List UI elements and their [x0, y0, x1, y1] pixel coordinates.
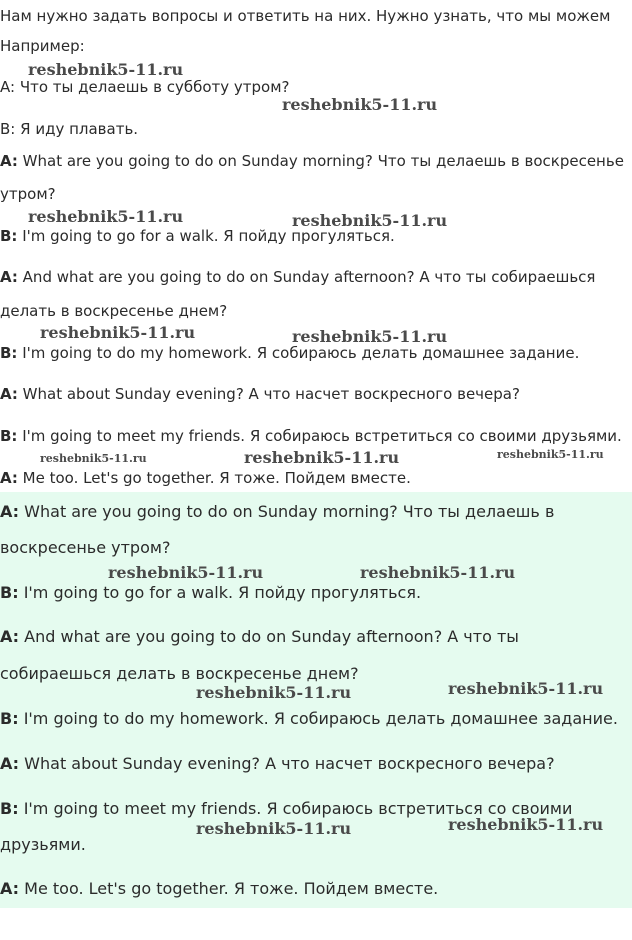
speaker-label: A: [0, 152, 18, 170]
s2-q1-line [0, 502, 554, 522]
example-a-line [0, 77, 290, 97]
watermark: reshebnik5-11.ru [448, 815, 604, 834]
speaker-label: A: [0, 502, 20, 521]
speaker-label: A: [0, 754, 20, 773]
s2-a1-text: I'm going to go for a walk. Я пойду прогуляться. [23, 583, 422, 602]
s2-q2-text-1: And what are you going to do on Sunday afternoon? А что ты [24, 627, 519, 646]
watermark: reshebnik5-11.ru [282, 95, 438, 114]
s2-a3-text-1: I'm going to meet my friends. Я собираюсь встретиться со своими [23, 799, 573, 818]
s1-q2-line-2: делать в воскресенье днем? [0, 302, 228, 320]
watermark: reshebnik5-11.ru [40, 452, 147, 465]
s1-q3-text: What about Sunday evening? А что насчет воскресного вечера? [22, 385, 520, 403]
s2-a2-text: I'm going to do my homework. Я собираюсь делать домашнее задание. [23, 709, 618, 728]
s1-q2-line [0, 267, 595, 287]
speaker-label: B: [0, 709, 19, 728]
watermark: reshebnik5-11.ru [244, 448, 400, 467]
intro-line-1: Нам нужно задать вопросы и ответить на них. Нужно узнать, что мы можем [0, 7, 611, 25]
watermark: reshebnik5-11.ru [448, 679, 604, 698]
watermark: reshebnik5-11.ru [360, 563, 516, 582]
s2-q3-line [0, 754, 555, 774]
speaker-label: B: [0, 799, 19, 818]
watermark: reshebnik5-11.ru [40, 323, 196, 342]
watermark: reshebnik5-11.ru [28, 60, 184, 79]
s2-a1-line [0, 583, 421, 603]
speaker-label: A: [0, 385, 18, 403]
watermark: reshebnik5-11.ru [497, 448, 604, 461]
s1-q1-text-1: What are you going to do on Sunday morning? Что ты делаешь в воскресенье [22, 152, 624, 170]
speaker-label: B: [0, 227, 18, 245]
s1-a2-text: I'm going to do my homework. Я собираюсь делать домашнее задание. [22, 344, 580, 362]
s2-q2-line [0, 627, 519, 647]
speaker-label: B: [0, 583, 19, 602]
s1-a3-line [0, 426, 622, 446]
s2-q1-line-2: воскресенье утром? [0, 538, 171, 557]
speaker-label: A: [0, 78, 16, 96]
s2-a2-line [0, 709, 618, 729]
watermark: reshebnik5-11.ru [28, 207, 184, 226]
s2-q4-text: Me too. Let's go together. Я тоже. Пойдем вместе. [24, 879, 439, 898]
s1-q1-line-2: утром? [0, 185, 56, 203]
speaker-label: A: [0, 627, 20, 646]
watermark: reshebnik5-11.ru [292, 327, 448, 346]
speaker-label: B: [0, 344, 18, 362]
example-a-text: Что ты делаешь в субботу утром? [19, 78, 290, 96]
speaker-label: B: [0, 120, 16, 138]
speaker-label: A: [0, 879, 20, 898]
s1-q3-line [0, 384, 520, 404]
s2-a3-line-2: друзьями. [0, 835, 86, 854]
speaker-label: A: [0, 469, 18, 487]
speaker-label: B: [0, 427, 18, 445]
watermark: reshebnik5-11.ru [196, 819, 352, 838]
s2-q1-text-1: What are you going to do on Sunday morning? Что ты делаешь в [24, 502, 555, 521]
s2-q2-line-2: собираешься делать в воскресенье днем? [0, 664, 359, 683]
s1-q2-text-1: And what are you going to do on Sunday afternoon? А что ты собираешься [22, 268, 596, 286]
s1-q4-text: Me too. Let's go together. Я тоже. Пойдем вместе. [22, 469, 411, 487]
speaker-label: A: [0, 268, 18, 286]
example-b-line [0, 119, 138, 139]
watermark: reshebnik5-11.ru [292, 211, 448, 230]
s1-q4-line [0, 468, 411, 488]
s1-q1-line [0, 151, 624, 171]
s2-q3-text: What about Sunday evening? А что насчет воскресного вечера? [24, 754, 555, 773]
s1-a2-line [0, 343, 579, 363]
watermark: reshebnik5-11.ru [196, 683, 352, 702]
s1-a3-text: I'm going to meet my friends. Я собираюсь встретиться со своими друзьями. [22, 427, 622, 445]
s1-a1-text: I'm going to go for a walk. Я пойду прогуляться. [22, 227, 395, 245]
example-b-text: Я иду плавать. [20, 120, 139, 138]
watermark: reshebnik5-11.ru [108, 563, 264, 582]
s2-q4-line [0, 879, 438, 899]
intro-line-2: Например: [0, 37, 85, 55]
